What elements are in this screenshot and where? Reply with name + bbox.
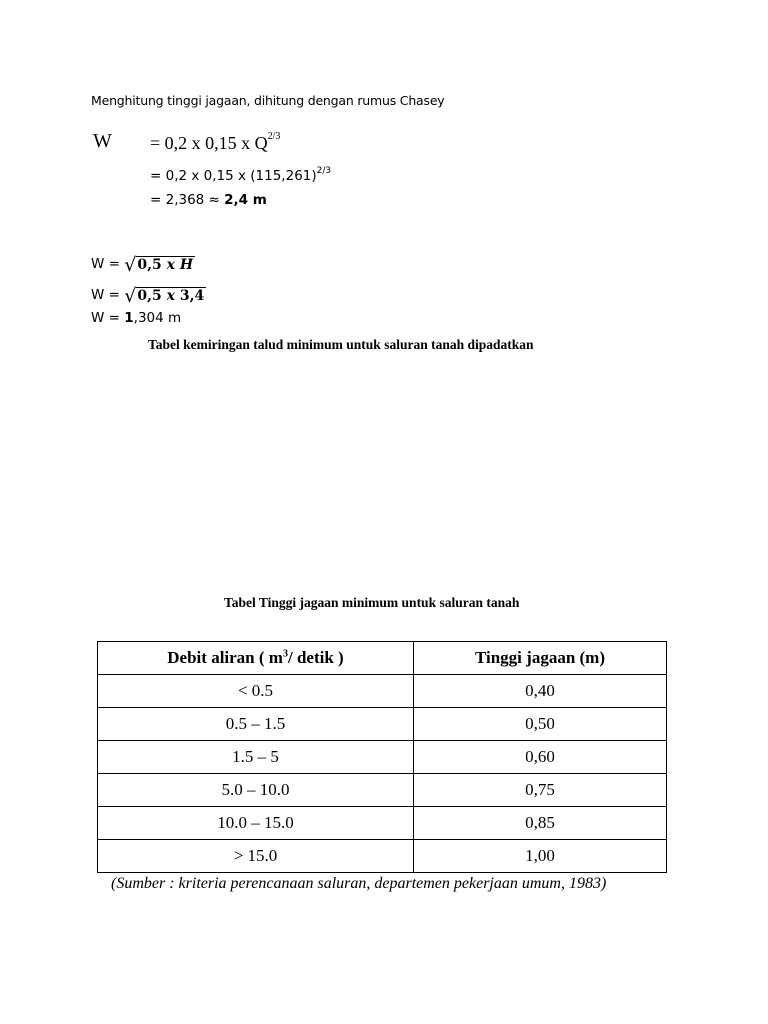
cell-jagaan: 0,75 bbox=[414, 774, 667, 807]
equation-1-rhs bbox=[150, 133, 280, 154]
table-title-freeboard: Tabel Tinggi jagaan minimum untuk saluran tanah bbox=[224, 595, 520, 610]
cell-debit: > 15.0 bbox=[98, 840, 414, 873]
table-title-slope: Tabel kemiringan talud minimum untuk saluran tanah dipadatkan bbox=[148, 337, 534, 352]
sqrt-symbol: √ bbox=[124, 285, 137, 307]
equation-2-text: = 0,2 x 0,15 x (115,261) bbox=[150, 168, 317, 184]
w-equation-2 bbox=[91, 284, 206, 306]
sqrt-value: 0,5 bbox=[137, 287, 167, 304]
header-debit-text: Debit aliran ( m bbox=[167, 648, 283, 667]
w-equation-1-prefix: W = bbox=[91, 256, 125, 272]
equation-1-exponent: 2/3 bbox=[267, 131, 281, 142]
table-row bbox=[98, 840, 667, 873]
header-jagaan: Tinggi jagaan (m) bbox=[414, 642, 667, 675]
w-equation-3-prefix: W = bbox=[91, 310, 125, 326]
equation-1-text: = 0,2 x 0,15 x Q bbox=[150, 133, 268, 153]
w-equation-2-prefix: W = bbox=[91, 287, 125, 303]
table-header-row bbox=[98, 642, 667, 675]
intro-text: Menghitung tinggi jagaan, dihitung dengan rumus Chasey bbox=[91, 93, 445, 108]
cell-jagaan: 0,40 bbox=[414, 675, 667, 708]
equation-3 bbox=[150, 192, 267, 208]
sqrt-value: 0,5 bbox=[137, 256, 167, 273]
header-debit bbox=[98, 642, 414, 675]
table-row bbox=[98, 741, 667, 774]
table-row bbox=[98, 675, 667, 708]
cell-debit: 5.0 – 10.0 bbox=[98, 774, 414, 807]
table-row bbox=[98, 807, 667, 840]
w-equation-3-bold: 1 bbox=[124, 310, 134, 326]
cell-debit: 0.5 – 1.5 bbox=[98, 708, 414, 741]
equation-3-result: 2,4 m bbox=[224, 192, 267, 208]
cell-jagaan: 0,50 bbox=[414, 708, 667, 741]
header-debit-unit: / detik ) bbox=[287, 648, 344, 667]
w-equation-3-rest: ,304 m bbox=[133, 310, 182, 326]
table-row bbox=[98, 774, 667, 807]
sqrt-body bbox=[136, 287, 206, 304]
w-equation-3 bbox=[91, 310, 181, 326]
sqrt-operator: x bbox=[166, 287, 175, 304]
sqrt-symbol: √ bbox=[124, 254, 137, 276]
cell-jagaan: 0,85 bbox=[414, 807, 667, 840]
equation-1-lhs: W bbox=[93, 130, 112, 152]
header-debit-sup: 3 bbox=[282, 648, 288, 660]
table-row bbox=[98, 708, 667, 741]
equation-2 bbox=[150, 166, 331, 184]
cell-debit: 10.0 – 15.0 bbox=[98, 807, 414, 840]
freeboard-table bbox=[97, 641, 667, 873]
sqrt-body bbox=[136, 256, 195, 273]
cell-debit: < 0.5 bbox=[98, 675, 414, 708]
sqrt-tail: 3,4 bbox=[174, 287, 205, 304]
sqrt-variable: x H bbox=[166, 256, 194, 273]
cell-jagaan: 0,60 bbox=[414, 741, 667, 774]
equation-3-prefix: = 2,368 ≈ bbox=[150, 192, 225, 208]
equation-2-exponent: 2/3 bbox=[316, 166, 332, 176]
cell-debit: 1.5 – 5 bbox=[98, 741, 414, 774]
w-equation-1 bbox=[91, 253, 195, 275]
table-source: (Sumber : kriteria perencanaan saluran, departemen pekerjaan umum, 1983) bbox=[111, 875, 607, 892]
cell-jagaan: 1,00 bbox=[414, 840, 667, 873]
